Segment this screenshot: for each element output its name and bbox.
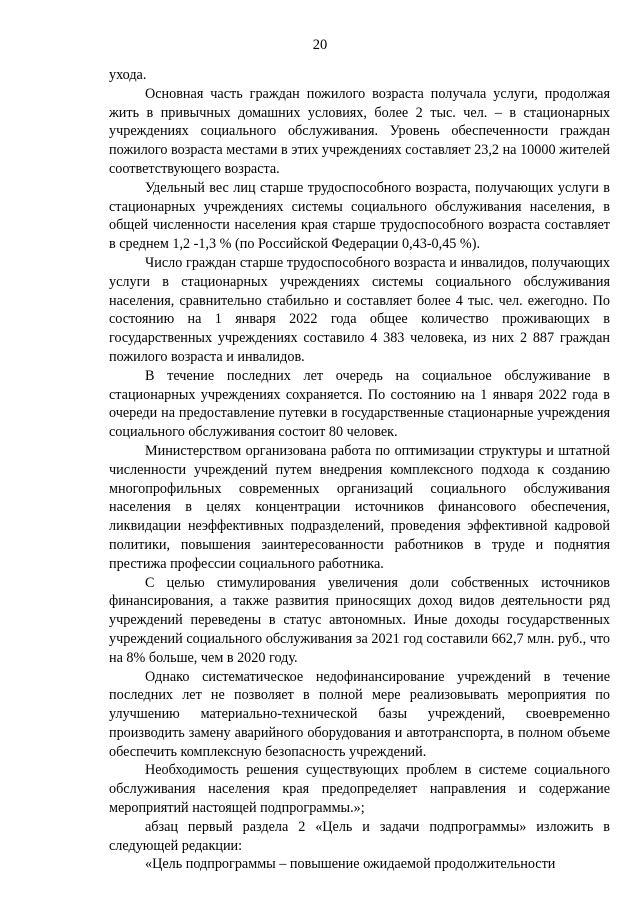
paragraph-waiting-list: В течение последних лет очередь на социальное обслуживание в стационарных учреждениях сохраняется. По состоянию на 1 января 2022 года в очереди на предоставление путевки в государственные стационарные учреждения социального обслуживания состоит 80 человек.	[109, 367, 610, 441]
paragraph-amendment: абзац первый раздела 2 «Цель и задачи подпрограммы» изложить в следующей редакции:	[109, 818, 610, 854]
paragraph-underfunding: Однако систематическое недофинансирование учреждений в течение последних лет не позволяет в полной мере реализовывать мероприятия по улучшению материально-технической базы учреждений, своевременно производить замену аварийного оборудования и автотранспорта, в полном объеме обеспечить комплексную безопасность учреждений.	[109, 668, 610, 760]
paragraph-necessity: Необходимость решения существующих проблем в системе социального обслуживания населения края предопределяет направления и содержание мероприятий настоящей подпрограммы.»;	[109, 762, 610, 817]
page-number: 20	[312, 37, 328, 53]
paragraph-elderly-services: Основная часть граждан пожилого возраста получала услуги, продолжая жить в привычных домашних условиях, более 2 тыс. чел. – в стационарных учреждениях социального обслуживания. Уровень обеспеченности граждан пожилого возраста местами в этих учреждениях составляет 23,2 на 10000 жителей соответствующего возраста.	[109, 85, 610, 177]
paragraph-optimization: Министерством организована работа по оптимизации структуры и штатной численности учреждений путем внедрения комплексного подхода к созданию многопрофильных современных организаций социального обслуживания населения в целях концентрации источников финансового обеспечения, ликвидации неэффективных подразделений, проведения эффективной кадровой политики, повышения заинтересованности работников в труде и поднятия престижа профессии социального работника.	[109, 442, 610, 572]
paragraph-share-of-population: Удельный вес лиц старше трудоспособного возраста, получающих услуги в стационарных учреждениях системы социального обслуживания населения, в общей численности населения края старше трудоспособного возраста составляет в среднем 1,2 -1,3 % (по Российской Федерации 0,43-0,45 %).	[109, 179, 610, 253]
paragraph-number-of-recipients: Число граждан старше трудоспособного возраста и инвалидов, получающих услуги в стационарных учреждениях системы социального обслуживания населения, сравнительно стабильно и составляет более 4 тыс. чел. ежегодно. По состоянию на 1 января 2022 года общее количество проживающих в государственных учреждениях составило 4 383 человека, из них 2 887 граждан пожилого возраста и инвалидов.	[109, 254, 610, 365]
paragraph-funding: С целью стимулирования увеличения доли собственных источников финансирования, а также развития приносящих доход видов деятельности ряд учреждений переведены в статус автономных. Иные доходы государственных учреждений социального обслуживания за 2021 год составили 662,7 млн. руб., что на 8% больше, чем в 2020 году.	[109, 574, 610, 666]
paragraph-continuation: ухода.	[109, 67, 147, 83]
document-body	[109, 66, 610, 874]
paragraph-goal: «Цель подпрограммы – повышение ожидаемой продолжительности	[145, 856, 556, 873]
